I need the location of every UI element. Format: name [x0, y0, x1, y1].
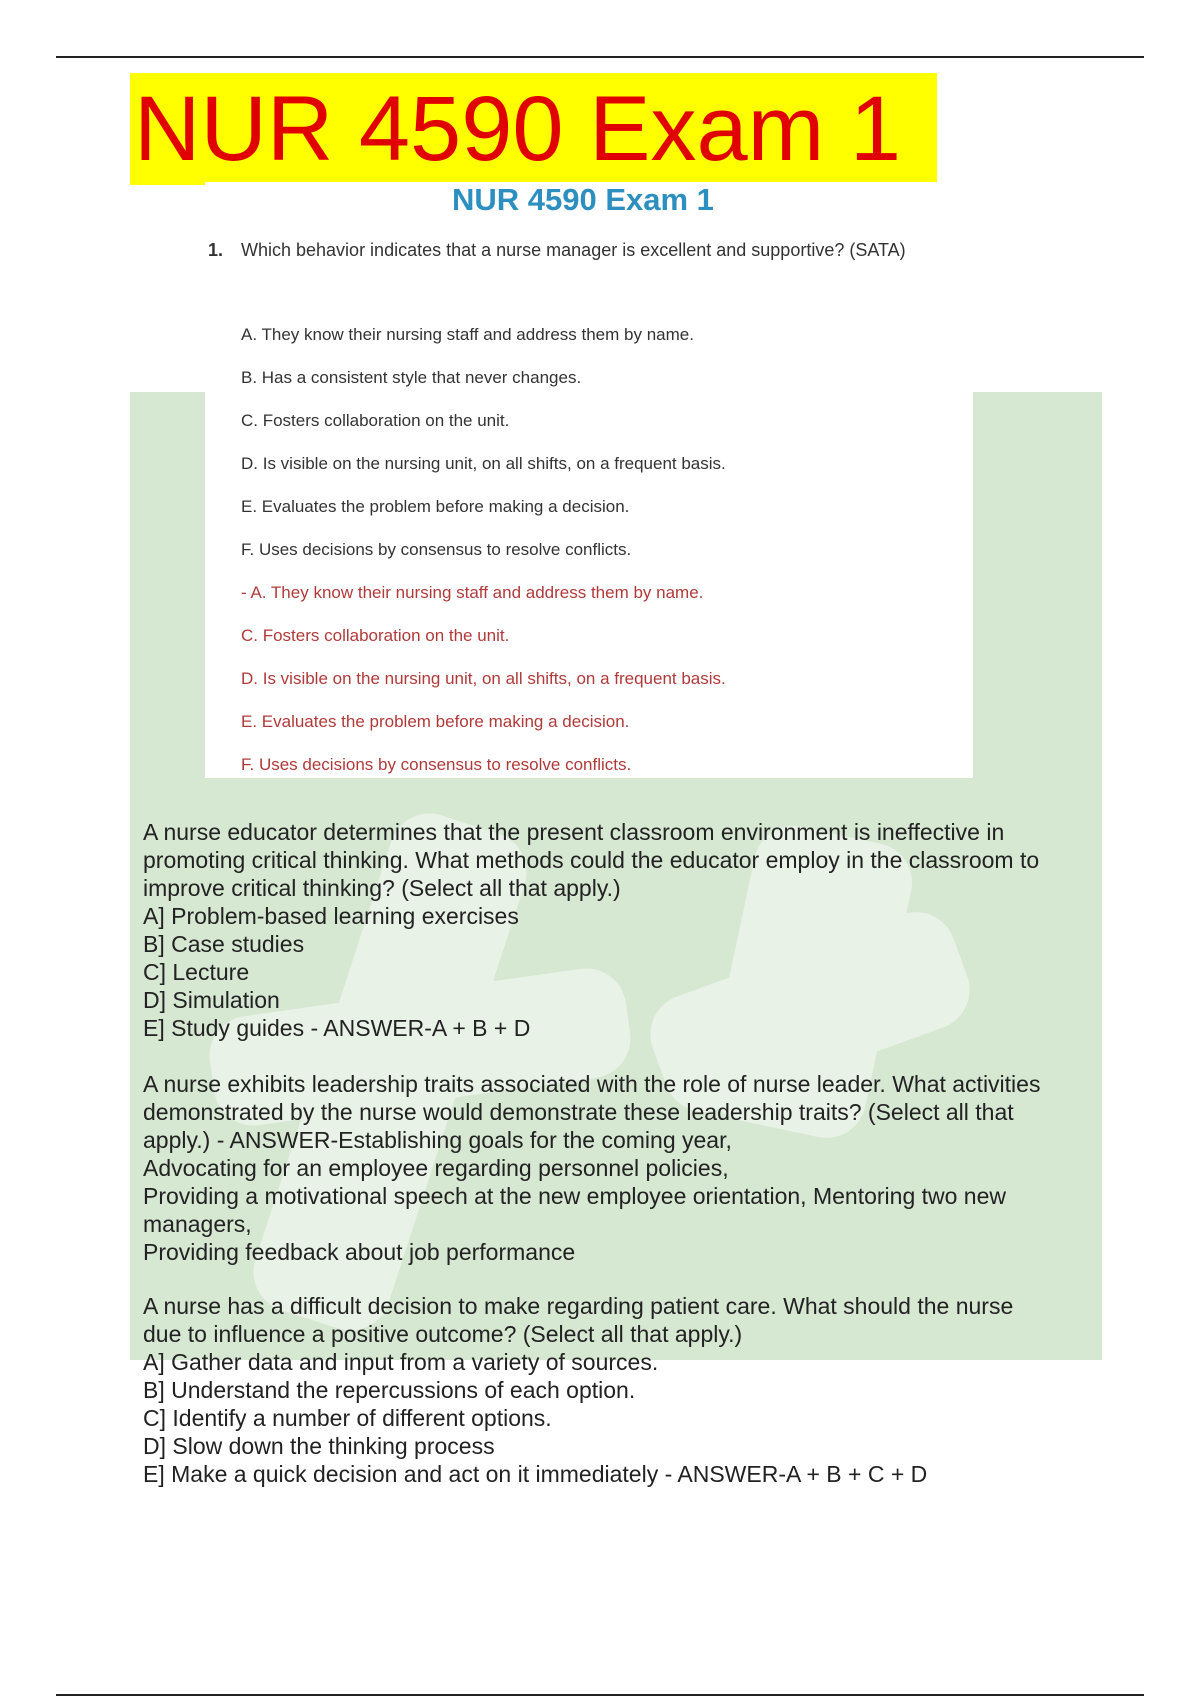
text-line: A] Problem-based learning exercises [143, 903, 519, 929]
text-line: Advocating for an employee regarding personnel policies, [143, 1155, 729, 1181]
option: C. Fosters collaboration on the unit. [241, 411, 510, 430]
text-line: B] Case studies [143, 931, 305, 957]
embedded-subtitle: NUR 4590 Exam 1 [452, 182, 714, 217]
text-line: Providing feedback about job performance [143, 1239, 576, 1265]
text-line: due to influence a positive outcome? (Select all that apply.) [143, 1321, 743, 1347]
text-line: C] Identify a number of different options. [143, 1405, 552, 1431]
question-text: Which behavior indicates that a nurse manager is excellent and supportive? (SATA) [241, 240, 906, 260]
option: A. They know their nursing staff and address them by name. [241, 325, 694, 344]
answer-option: - A. They know their nursing staff and address them by name. [241, 583, 704, 602]
text-line: E] Make a quick decision and act on it immediately - ANSWER-A + B + C + D [143, 1461, 928, 1487]
text-line: B] Understand the repercussions of each option. [143, 1377, 636, 1403]
title-banner [130, 73, 937, 185]
answer-option: D. Is visible on the nursing unit, on all shifts, on a frequent basis. [241, 669, 726, 688]
text-line: A nurse exhibits leadership traits associated with the role of nurse leader. What activities [143, 1071, 1041, 1097]
answer-option: F. Uses decisions by consensus to resolve conflicts. [241, 755, 632, 774]
text-line: E] Study guides - ANSWER-A + B + D [143, 1015, 531, 1041]
answer-option: C. Fosters collaboration on the unit. [241, 626, 510, 645]
text-line: A nurse has a difficult decision to make regarding patient care. What should the nurse [143, 1293, 1014, 1319]
text-line: A nurse educator determines that the present classroom environment is ineffective in [143, 819, 1005, 845]
question-4-block [143, 1292, 1103, 1488]
text-line: promoting critical thinking. What methods could the educator employ in the classroom to [143, 847, 1040, 873]
option: E. Evaluates the problem before making a decision. [241, 497, 630, 516]
answer-option: E. Evaluates the problem before making a decision. [241, 712, 630, 731]
text-line: D] Slow down the thinking process [143, 1433, 495, 1459]
text-line: D] Simulation [143, 987, 280, 1013]
text-line: C] Lecture [143, 959, 250, 985]
bottom-rule [56, 1694, 1144, 1696]
text-line: managers, [143, 1211, 252, 1237]
question-number: 1. [208, 240, 224, 260]
option: D. Is visible on the nursing unit, on all shifts, on a frequent basis. [241, 454, 726, 473]
question-3-block [143, 1070, 1103, 1266]
text-line: apply.) - ANSWER-Establishing goals for the coming year, [143, 1127, 732, 1153]
option: B. Has a consistent style that never changes. [241, 368, 582, 387]
text-line: Providing a motivational speech at the new employee orientation, Mentoring two new [143, 1183, 1006, 1209]
question-2-block [143, 818, 1103, 1042]
text-line: A] Gather data and input from a variety of sources. [143, 1349, 659, 1375]
text-line: demonstrated by the nurse would demonstrate these leadership traits? (Select all that [143, 1099, 1014, 1125]
page-title: NUR 4590 Exam 1 [134, 78, 901, 180]
text-line: improve critical thinking? (Select all that apply.) [143, 875, 621, 901]
option: F. Uses decisions by consensus to resolve conflicts. [241, 540, 632, 559]
top-rule [56, 56, 1144, 58]
embedded-question-image [205, 182, 973, 778]
